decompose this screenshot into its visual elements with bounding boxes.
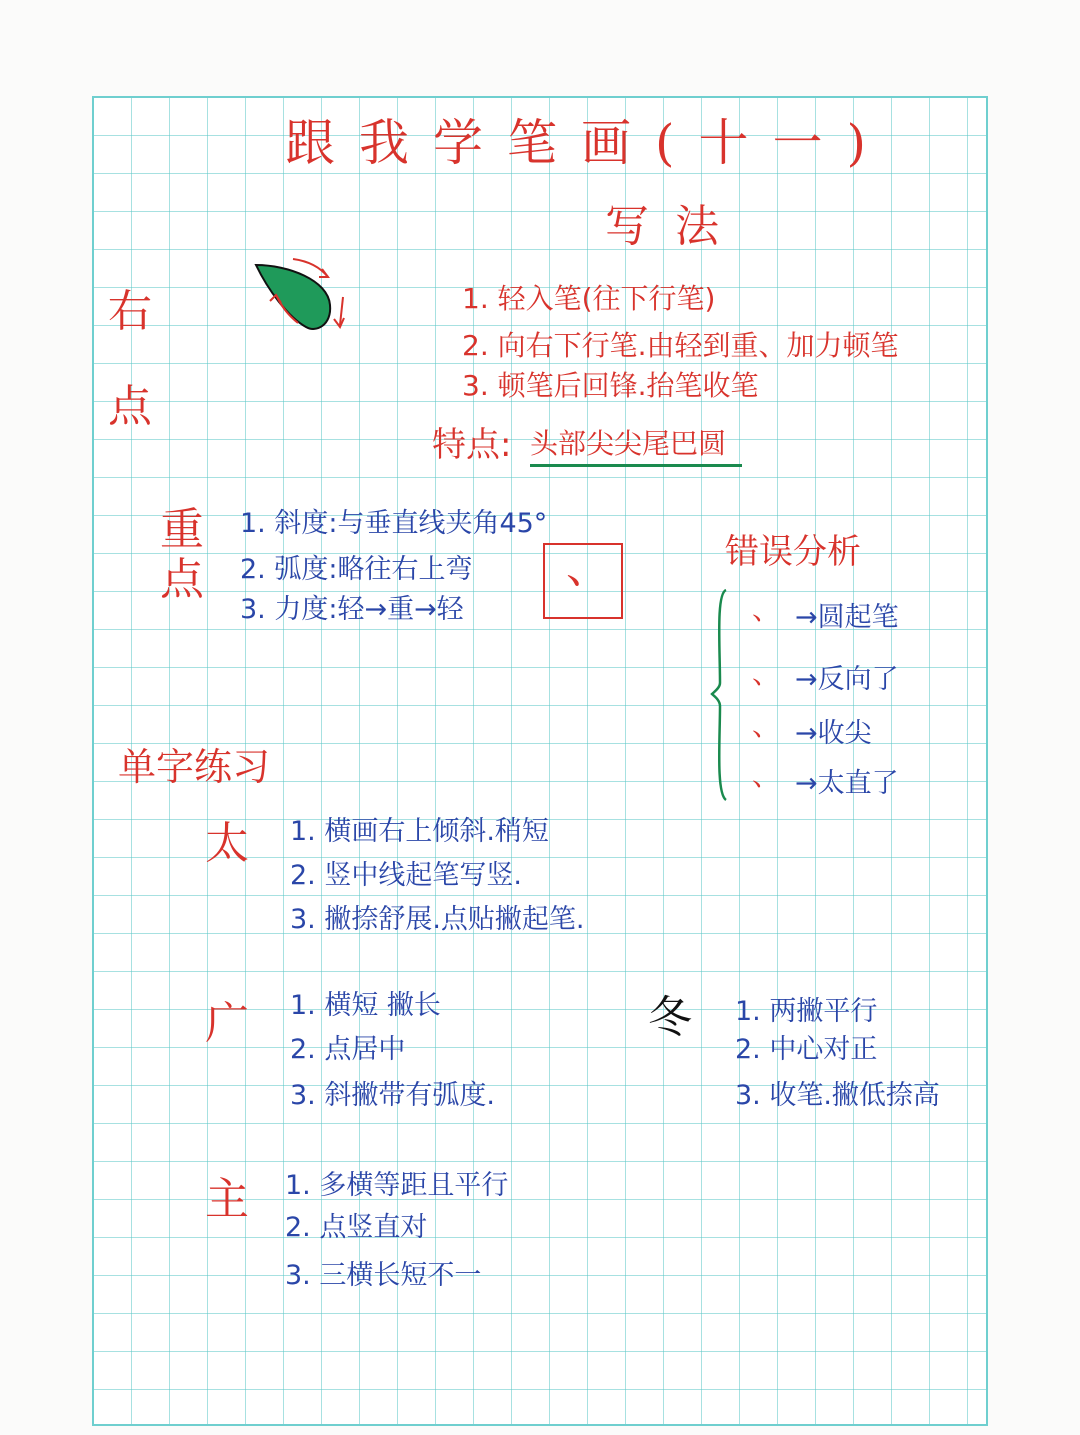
practice-note: 1. 多横等距且平行	[285, 1170, 509, 1201]
error-text-1: →圆起笔	[795, 602, 899, 633]
error-mark-4: 、	[752, 759, 781, 792]
sample-char: 、	[566, 542, 610, 593]
practice-note: 2. 中心对正	[735, 1034, 878, 1065]
practice-char-tai: 太	[205, 818, 249, 869]
feature-label: 特点:	[432, 425, 512, 465]
error-analysis-title: 错误分析	[725, 532, 861, 572]
key-points-label-char-1: 重	[160, 504, 204, 555]
error-analysis-brace	[710, 588, 730, 803]
practice-note: 3. 收笔.撇低捺高	[735, 1080, 940, 1111]
practice-note: 1. 横短 撇长	[290, 990, 441, 1021]
stroke-name-char-1: 右	[108, 286, 152, 337]
practice-title: 单字练习	[118, 745, 271, 789]
practice-note: 1. 两撇平行	[735, 996, 878, 1027]
key-point-1: 1. 斜度:与垂直线夹角45°	[240, 508, 548, 539]
feature-text: 头部尖尖尾巴圆	[530, 427, 727, 460]
practice-note: 2. 点竖直对	[285, 1212, 428, 1243]
error-text-4: →太直了	[795, 768, 899, 799]
key-points-label-char-2: 点	[160, 554, 204, 605]
practice-char-zhu: 主	[205, 1174, 249, 1225]
error-mark-3: 、	[752, 709, 781, 742]
practice-note: 2. 竖中线起笔写竖.	[290, 860, 522, 891]
practice-note: 3. 三横长短不一	[285, 1260, 482, 1291]
practice-note: 3. 撇捺舒展.点贴撇起笔.	[290, 904, 585, 935]
writing-step-1: 1. 轻入笔(往下行笔)	[462, 282, 716, 315]
writing-step-2: 2. 向右下行笔.由轻到重、加力顿笔	[462, 329, 899, 362]
error-mark-2: 、	[752, 657, 781, 690]
section-subtitle: 写法	[605, 201, 745, 252]
practice-char-guang: 广	[205, 998, 249, 1049]
key-point-3: 3. 力度:轻→重→轻	[240, 594, 464, 625]
practice-note: 3. 斜撇带有弧度.	[290, 1080, 495, 1111]
practice-note: 1. 横画右上倾斜.稍短	[290, 816, 549, 847]
right-dot-stroke-illustration	[248, 255, 358, 340]
practice-note: 2. 点居中	[290, 1034, 406, 1065]
writing-step-3: 3. 顿笔后回锋.抬笔收笔	[462, 369, 759, 402]
page-title: 跟我学笔画(十一)	[285, 114, 891, 172]
key-point-2: 2. 弧度:略往右上弯	[240, 554, 473, 585]
stroke-name-char-2: 点	[108, 381, 152, 432]
error-text-3: →收尖	[795, 718, 872, 749]
error-mark-1: 、	[752, 593, 781, 626]
feature-underline	[530, 464, 742, 467]
error-text-2: →反向了	[795, 664, 899, 695]
practice-char-dong: 冬	[648, 992, 692, 1043]
